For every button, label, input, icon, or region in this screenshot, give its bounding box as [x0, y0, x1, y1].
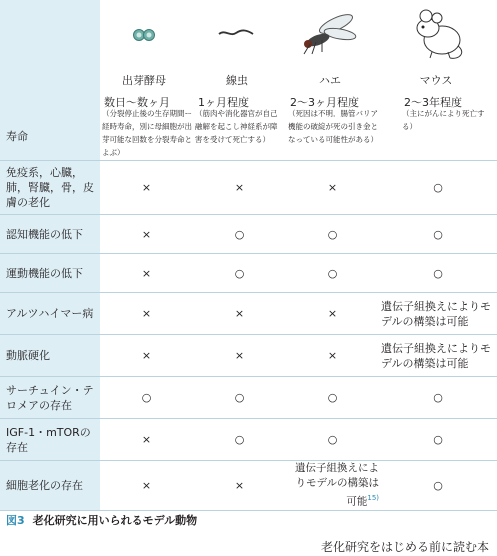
note-text: 遺伝子組換えによりモデルの構築は可能 — [295, 462, 379, 508]
row-label: IGF-1・mTORの存在 — [0, 419, 100, 461]
row-label: 動脈硬化 — [0, 335, 100, 377]
species-mouse: マウス — [419, 74, 453, 87]
table-row — [0, 461, 497, 511]
cell: × — [193, 161, 286, 215]
cell: × — [100, 293, 193, 335]
mouse-icon — [410, 6, 466, 62]
note-mouse: （主にがんにより死亡する） — [402, 109, 485, 131]
cell: × — [286, 293, 379, 335]
yeast-icon — [132, 28, 156, 42]
cell: ○ — [379, 215, 497, 254]
cell: ○ — [379, 461, 497, 511]
row-label: 免疫系，心臓，肺，腎臓，骨，皮膚の老化 — [0, 161, 100, 215]
cell: × — [100, 215, 193, 254]
cell: ○ — [379, 419, 497, 461]
note-fly: （死因は不明．腸管バリア機能の破綻が死の引き金となっている可能性がある） — [288, 109, 378, 144]
row-label: 認知機能の低下 — [0, 215, 100, 254]
row-label: アルツハイマー病 — [0, 293, 100, 335]
table-row — [0, 254, 497, 293]
row-label-lifespan: 寿命 — [6, 130, 28, 143]
cell: ○ — [100, 377, 193, 419]
figure-title: 老化研究に用いられるモデル動物 — [32, 514, 198, 527]
cell: ○ — [286, 419, 379, 461]
nematode-icon — [218, 28, 254, 38]
book-title: 老化研究をはじめる前に読む本 — [320, 540, 489, 554]
figure-caption — [6, 512, 197, 528]
cell: ○ — [379, 377, 497, 419]
cell: × — [286, 161, 379, 215]
cell: × — [193, 335, 286, 377]
row-label: 細胞老化の存在 — [0, 461, 100, 511]
cell: × — [193, 461, 286, 511]
table-row — [0, 419, 497, 461]
cell: × — [100, 461, 193, 511]
lifespan-mouse: 2〜3年程度 — [404, 96, 462, 109]
cell: × — [193, 293, 286, 335]
row-label: サーチュイン・テロメアの存在 — [0, 377, 100, 419]
lifespan-nematode: 1ヶ月程度 — [198, 96, 249, 109]
cell: ○ — [286, 215, 379, 254]
cell: × — [100, 335, 193, 377]
cell: ○ — [193, 377, 286, 419]
cell: ○ — [193, 215, 286, 254]
cell: × — [100, 419, 193, 461]
cell-note: 遺伝子組換えによりモデルの構築は可能 — [379, 335, 497, 377]
row-label: 運動機能の低下 — [0, 254, 100, 293]
species-nematode: 線虫 — [226, 74, 248, 87]
cell: ○ — [379, 161, 497, 215]
cell: ○ — [379, 254, 497, 293]
table-row — [0, 215, 497, 254]
cell-note: 遺伝子組換えによりモデルの構築は可能 — [379, 293, 497, 335]
figure-number: 図3 — [6, 514, 25, 527]
table-row — [0, 377, 497, 419]
cell-note-span — [286, 461, 379, 511]
note-nematode: （筋肉や消化器官が自己融解を起こし神経系が障害を受けて死亡する） — [195, 109, 278, 144]
table-row — [0, 335, 497, 377]
species-fly: ハエ — [319, 74, 341, 87]
cell: × — [100, 161, 193, 215]
lifespan-yeast: 数日〜数ヶ月 — [104, 96, 170, 109]
reference-mark: 15) — [367, 494, 379, 502]
table-row — [0, 293, 497, 335]
cell: × — [100, 254, 193, 293]
cell: ○ — [193, 254, 286, 293]
cell: × — [286, 335, 379, 377]
cell: ○ — [193, 419, 286, 461]
cell: ○ — [286, 377, 379, 419]
note-yeast: （分裂停止後の生存期間ー経時寿命，別に母細胞が出芽可能な回数を分裂寿命とよぶ） — [102, 109, 192, 157]
table-row — [0, 161, 497, 215]
comparison-table — [0, 160, 497, 511]
fly-icon — [300, 10, 358, 58]
lifespan-fly: 2〜3ヶ月程度 — [290, 96, 359, 109]
cell: ○ — [286, 254, 379, 293]
species-yeast: 出芽酵母 — [122, 74, 166, 87]
